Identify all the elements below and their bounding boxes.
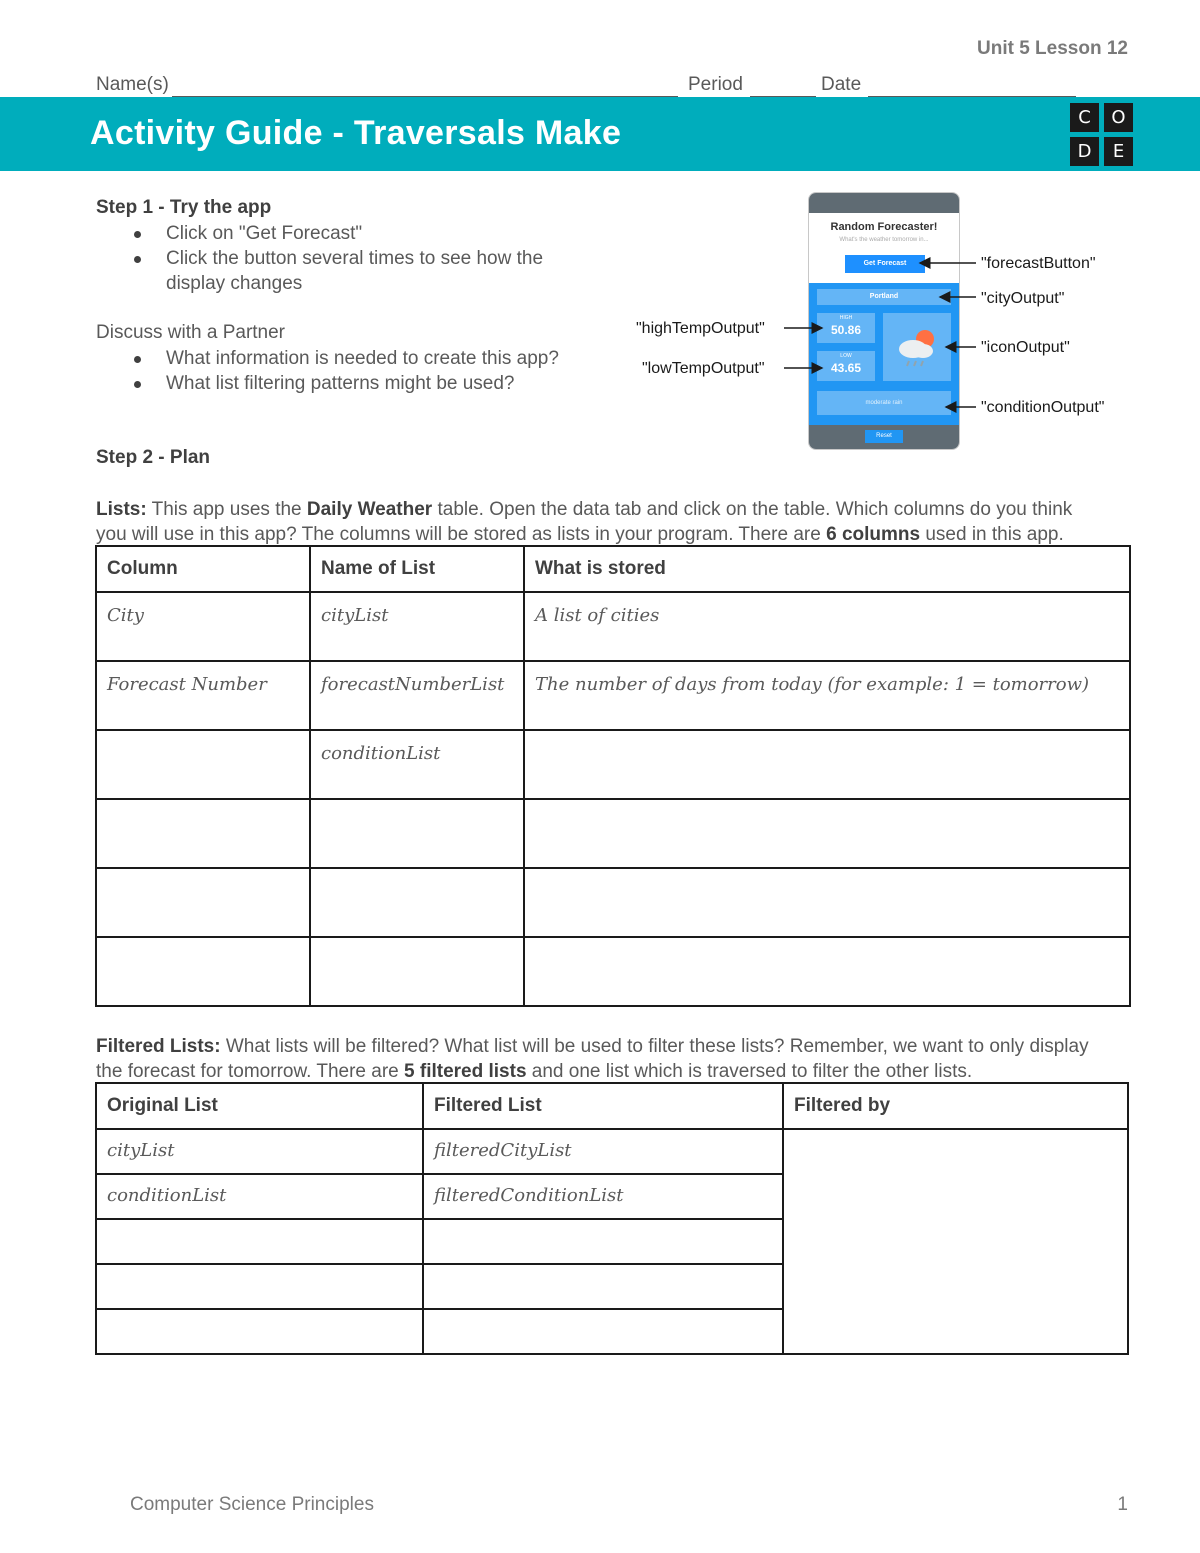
- discuss-bullet-2-text: What list filtering patterns might be used?: [166, 373, 515, 394]
- filtered-paragraph: [96, 1034, 1146, 1084]
- discuss-bullet-1-text: What information is needed to create this app?: [166, 348, 559, 369]
- app-subtitle: What's the weather tomorrow in...: [839, 237, 929, 243]
- logo-letter-c: C: [1070, 103, 1099, 132]
- filtered-text-2: the forecast for tomorrow. There are: [96, 1061, 405, 1082]
- name-period-date-row: [96, 74, 1076, 98]
- filtered-text-1: What lists will be filtered? What list will be used to filter these lists? Remember, we want to only display: [220, 1036, 1089, 1057]
- cell-original-list[interactable]: [96, 1264, 423, 1309]
- filtered-bold: 5 filtered lists: [404, 1061, 527, 1082]
- name-label: Name(s): [96, 74, 169, 95]
- logo-letter-o: O: [1104, 103, 1133, 132]
- filtered-text-3: and one list which is traversed to filter the other lists.: [526, 1061, 973, 1082]
- step1-heading: Step 1 - Try the app: [96, 197, 272, 218]
- callout-forecast-button: "forecastButton": [981, 255, 1096, 272]
- lists-bold-6-columns: 6 columns: [826, 524, 921, 545]
- code-logo: [1070, 103, 1134, 167]
- cell-list-name[interactable]: forecastNumberList: [310, 661, 524, 730]
- callout-icon-output: "iconOutput": [981, 339, 1070, 356]
- header-original-list: Original List: [96, 1083, 423, 1129]
- cell-column[interactable]: [96, 730, 310, 799]
- table-row: [96, 799, 1130, 868]
- step1-bullet-2: [166, 246, 543, 271]
- date-label: Date: [821, 74, 862, 95]
- table-row: [96, 730, 1130, 799]
- step1-bullet-2-cont: display changes: [166, 273, 303, 294]
- step1-bullet-1-text: Click on "Get Forecast": [166, 223, 363, 244]
- header-what-is-stored: What is stored: [524, 546, 1130, 592]
- header-filtered-by: Filtered by: [783, 1083, 1128, 1129]
- phone-top-bar: [809, 193, 959, 213]
- cell-list-name[interactable]: [310, 937, 524, 1006]
- get-forecast-button[interactable]: Get Forecast: [845, 255, 925, 273]
- bullet-dot-icon: [134, 256, 141, 263]
- callout-arrows: [780, 250, 980, 420]
- city-output: Portland: [817, 289, 951, 305]
- cell-original-list[interactable]: conditionList: [96, 1174, 423, 1219]
- callout-city-output: "cityOutput": [981, 290, 1065, 307]
- lists-label: Lists:: [96, 499, 147, 520]
- cell-what-stored[interactable]: [524, 868, 1130, 937]
- cell-original-list[interactable]: [96, 1219, 423, 1264]
- callout-low-temp-output: "lowTempOutput": [642, 360, 765, 377]
- cell-what-stored[interactable]: [524, 799, 1130, 868]
- unit-lesson: Unit 5 Lesson 12: [977, 38, 1128, 59]
- cell-what-stored[interactable]: A list of cities: [524, 592, 1130, 661]
- step1-bullet-2-text: Click the button several times to see how the: [166, 248, 544, 269]
- cell-filtered-by[interactable]: [783, 1129, 1128, 1354]
- discuss-bullet-1: [166, 346, 559, 371]
- cell-filtered-list[interactable]: filteredConditionList: [423, 1174, 783, 1219]
- condition-output: moderate rain: [817, 391, 951, 415]
- cell-filtered-list[interactable]: [423, 1264, 783, 1309]
- cell-what-stored[interactable]: The number of days from today (for example: 1 = tomorrow): [524, 661, 1130, 730]
- high-label: HIGH: [839, 315, 853, 321]
- filtered-table: [95, 1082, 1129, 1355]
- lists-text-3: you will use in this app? The columns will be stored as lists in your program. There are: [96, 524, 827, 545]
- cell-column[interactable]: [96, 799, 310, 868]
- logo-letter-d: D: [1070, 137, 1099, 166]
- cell-filtered-list[interactable]: [423, 1309, 783, 1354]
- columns-table: [95, 545, 1131, 1007]
- lists-bold-daily-weather: Daily Weather: [306, 499, 433, 520]
- table-row: [96, 592, 1130, 661]
- cell-column[interactable]: [96, 868, 310, 937]
- cell-original-list[interactable]: cityList: [96, 1129, 423, 1174]
- cell-list-name[interactable]: cityList: [310, 592, 524, 661]
- lists-text-2: table. Open the data tab and click on the table. Which columns do you think: [432, 499, 1073, 520]
- cell-what-stored[interactable]: [524, 937, 1130, 1006]
- discuss-heading: Discuss with a Partner: [96, 322, 286, 343]
- callout-high-temp-output: "highTempOutput": [636, 320, 765, 337]
- reset-button[interactable]: Reset: [865, 430, 903, 443]
- lists-text-1: This app uses the: [146, 499, 307, 520]
- cell-filtered-list[interactable]: [423, 1219, 783, 1264]
- cell-list-name[interactable]: [310, 799, 524, 868]
- page-number: 1: [1117, 1494, 1128, 1515]
- bullet-dot-icon: [134, 356, 141, 363]
- page-title: Activity Guide - Traversals Make: [90, 114, 622, 152]
- filtered-table-header-row: [96, 1083, 1128, 1129]
- filtered-label: Filtered Lists:: [96, 1036, 221, 1057]
- step1-bullet-1: [166, 221, 362, 246]
- columns-table-header-row: [96, 546, 1130, 592]
- header-column: Column: [96, 546, 310, 592]
- table-row: [96, 661, 1130, 730]
- bullet-dot-icon: [134, 381, 141, 388]
- header-filtered-list: Filtered List: [423, 1083, 783, 1129]
- discuss-bullet-2: [166, 371, 515, 396]
- cell-what-stored[interactable]: [524, 730, 1130, 799]
- cell-list-name[interactable]: [310, 868, 524, 937]
- cell-original-list[interactable]: [96, 1309, 423, 1354]
- app-title: Random Forecaster!: [830, 221, 938, 233]
- low-label: LOW: [840, 353, 852, 359]
- table-row: [96, 937, 1130, 1006]
- footer-course: Computer Science Principles: [130, 1494, 374, 1515]
- period-label: Period: [688, 74, 743, 95]
- logo-letter-e: E: [1104, 137, 1133, 166]
- cell-filtered-list[interactable]: filteredCityList: [423, 1129, 783, 1174]
- table-row: [96, 868, 1130, 937]
- callout-condition-output: "conditionOutput": [981, 399, 1105, 416]
- lists-paragraph: [96, 497, 1136, 547]
- low-value: 43.65: [830, 361, 862, 375]
- bullet-dot-icon: [134, 231, 141, 238]
- cell-list-name[interactable]: conditionList: [310, 730, 524, 799]
- cell-column[interactable]: Forecast Number: [96, 661, 310, 730]
- header-name-of-list: Name of List: [310, 546, 524, 592]
- high-value: 50.86: [830, 323, 862, 337]
- step2-heading: Step 2 - Plan: [96, 447, 211, 468]
- cell-column[interactable]: [96, 937, 310, 1006]
- table-row: [96, 1129, 1128, 1174]
- lists-text-4: used in this app.: [920, 524, 1064, 545]
- cell-column[interactable]: City: [96, 592, 310, 661]
